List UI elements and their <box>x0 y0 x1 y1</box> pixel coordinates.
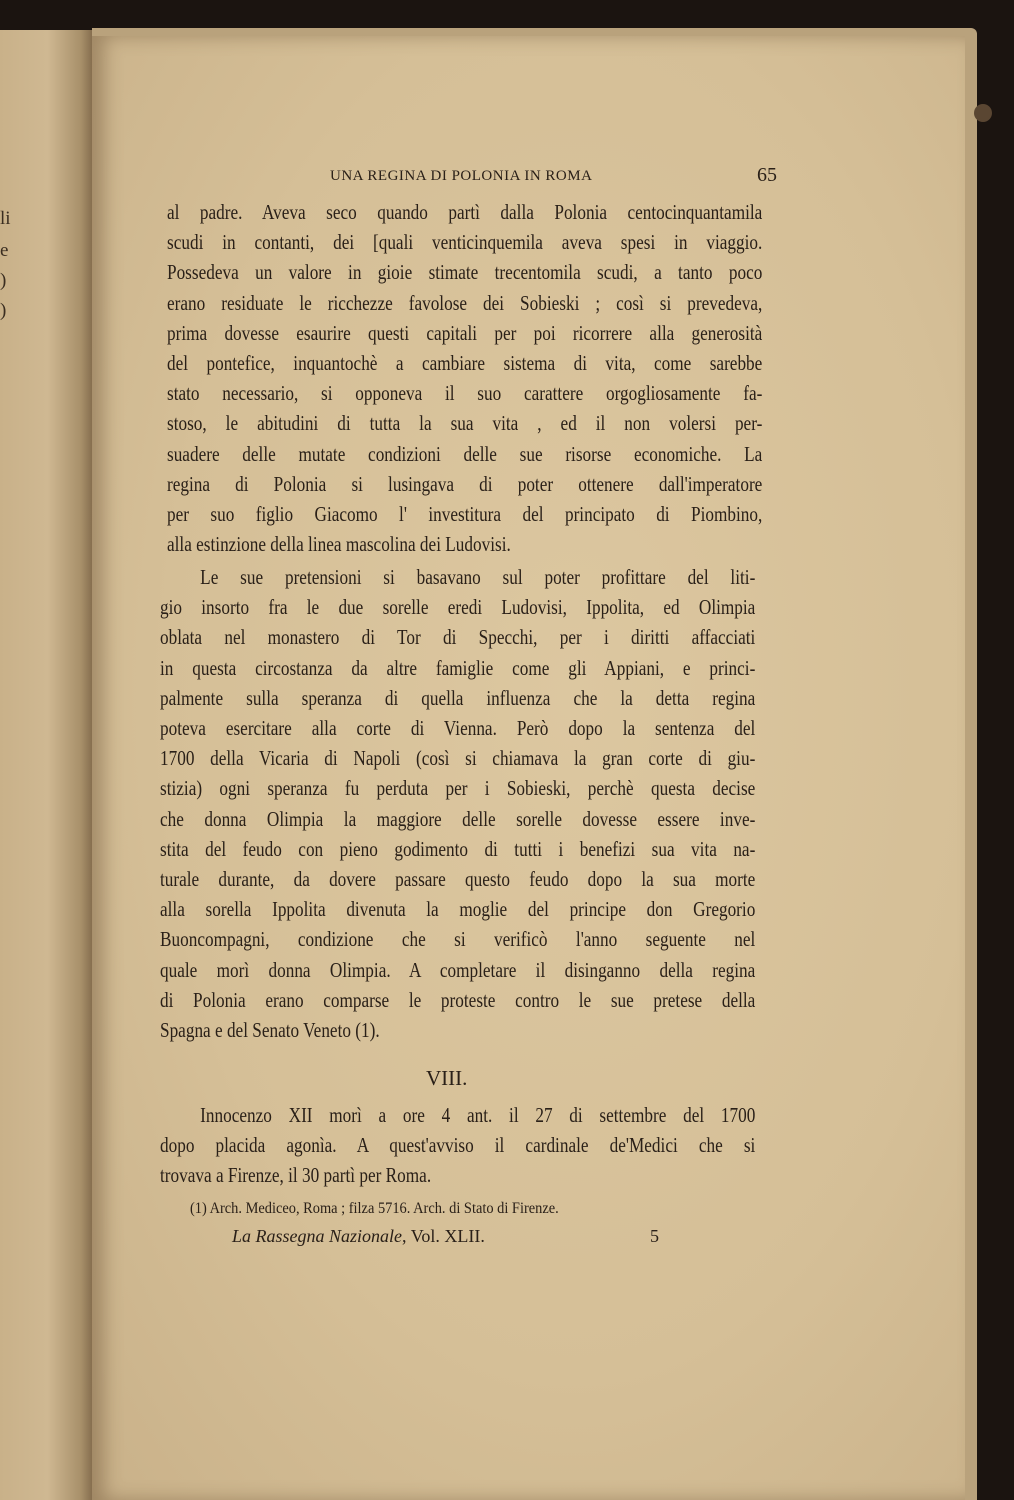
text-line: stizia) ogni speranza fu perduta per i Sobieski, perchè questa decise <box>160 776 756 801</box>
page-hole <box>974 104 992 122</box>
text-line: poteva esercitare alla corte di Vienna. Però dopo la sentenza del <box>160 716 756 740</box>
page-number: 65 <box>757 164 777 186</box>
text-line: Le sue pretensioni si basavano sul poter profittare del liti- <box>200 565 756 589</box>
text-line: palmente sulla speranza di quella influenza che la detta regina <box>160 685 756 710</box>
text-line: 1700 della Vicaria di Napoli (così si chiamava la gran corte di giu- <box>160 746 756 771</box>
text-line: prima dovesse esaurire questi capitali per poi ricorrere alla generosità <box>167 320 763 345</box>
journal-volume: , Vol. XLII. <box>402 1226 485 1246</box>
text-line: trovava a Firenze, il 30 partì per Roma. <box>160 1163 432 1188</box>
signature-mark: 5 <box>650 1226 659 1246</box>
text-line: per suo figlio Giacomo l' investitura del principato di Piombino, <box>167 502 763 526</box>
text-line: turale durante, da dovere passare questo feudo dopo la sua morte <box>160 867 756 891</box>
section-heading: VIII. <box>426 1066 468 1090</box>
running-title: UNA REGINA DI POLONIA IN ROMA <box>330 168 593 184</box>
journal-title: La Rassegna Nazionale <box>232 1226 403 1246</box>
text-line: Buoncompagni, condizione che si verificò l'anno seguente nel <box>160 927 756 952</box>
text-line: Innocenzo XII morì a ore 4 ant. il 27 di settembre del 1700 <box>200 1103 756 1127</box>
text-line: scudi in contanti, dei [quali venticinquemila aveva spesi in viaggio. <box>167 230 763 255</box>
text-line: stoso, le abitudini di tutta la sua vita , ed il non volersi per- <box>167 411 763 436</box>
text-line: del pontefice, inquantochè a cambiare sistema di vita, come sarebbe <box>167 351 763 375</box>
text-line: suadere delle mutate condizioni delle sue risorse economiche. La <box>167 441 763 466</box>
text-line: alla estinzione della linea mascolina dei Ludovisi. <box>167 532 511 557</box>
text-line: stita del feudo con pieno godimento di tutti i benefizi sua vita na- <box>160 836 756 861</box>
text-line: oblata nel monastero di Tor di Specchi, per i diritti affacciati <box>160 625 756 650</box>
text-line: quale morì donna Olimpia. A completare il disinganno della regina <box>160 957 756 982</box>
left-page-fragment: ) <box>0 300 7 321</box>
text-line: Spagna e del Senato Veneto (1). <box>160 1018 380 1042</box>
left-page-fragment: e <box>0 240 9 261</box>
left-page <box>0 30 95 1500</box>
text-line: al padre. Aveva seco quando partì dalla Polonia centocinquantamila <box>167 200 763 224</box>
text-line: regina di Polonia si lusingava di poter ottenere dall'imperatore <box>167 471 763 496</box>
footnote: (1) Arch. Mediceo, Roma ; filza 5716. Arch. di Stato di Firenze. <box>190 1200 559 1217</box>
text-line: gio insorto fra le due sorelle eredi Ludovisi, Ippolita, ed Olimpia <box>160 595 756 620</box>
text-line: in questa circostanza da altre famiglie come gli Appiani, e princi- <box>160 655 756 680</box>
text-line: che donna Olimpia la maggiore delle sorelle dovesse essere inve- <box>160 806 756 831</box>
journal-footer <box>232 1226 485 1247</box>
left-page-fragment: li <box>0 208 11 229</box>
text-line: dopo placida agonìa. A quest'avviso il cardinale de'Medici che si <box>160 1133 756 1158</box>
text-line: erano residuate le ricchezze favolose dei Sobieski ; così si prevedeva, <box>167 290 763 315</box>
text-line: di Polonia erano comparse le proteste contro le sue pretese della <box>160 987 756 1012</box>
text-line: alla sorella Ippolita divenuta la moglie del principe don Gregorio <box>160 897 756 922</box>
text-line: Possedeva un valore in gioie stimate trecentomila scudi, a tanto poco <box>167 260 763 285</box>
left-page-fragment: ) <box>0 270 7 291</box>
text-line: stato necessario, si opponeva il suo carattere orgogliosamente fa- <box>167 381 763 406</box>
